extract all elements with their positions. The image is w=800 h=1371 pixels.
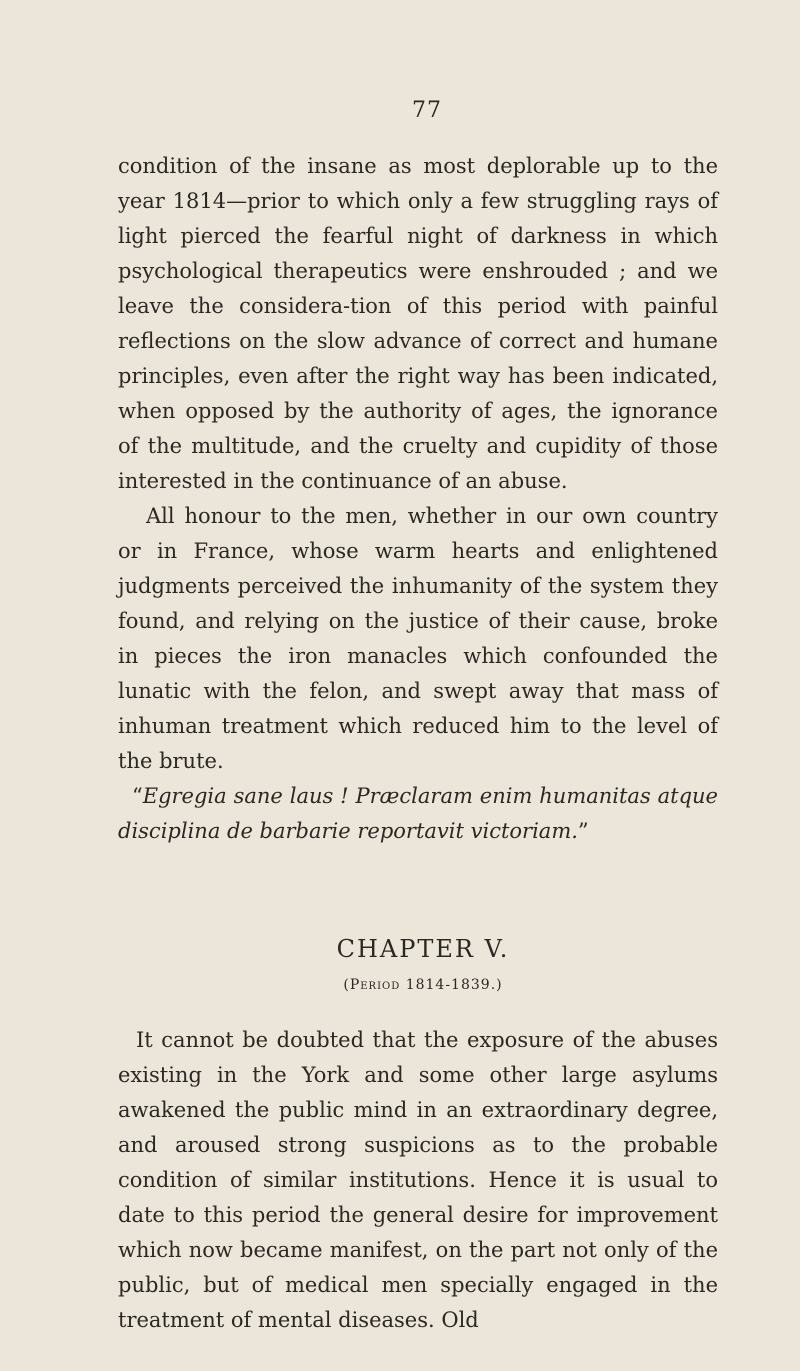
body-paragraph-2: All honour to the men, whether in our own country or in France, whose warm hearts and enlightened judgments perceived the inhumanity of the system they found, and relying on the justice of their cause, broke in pieces the iron manacles which confounded the lunatic with the felon, and swept away that mass of inhuman treatment which reduced him to the level of the brute.	[118, 504, 718, 773]
quote-close-mark: ”	[577, 819, 589, 843]
chapter-period: (Period 1814-1839.)	[343, 977, 503, 993]
latin-quote	[118, 779, 718, 849]
body-paragraph-1: condition of the insane as most deplorable up to the year 1814—prior to which only a few struggling rays of light pierced the fearful night of darkness in which psychological therapeutics were enshrouded ; and we leave the considera-tion of this period with painful reflections on the slow advance of correct and humane principles, even after the right way has been indicated, when opposed by the authority of ages, the ignorance of the multitude, and the cruelty and cupidity of those interested in the continuance of an abuse.	[118, 154, 718, 493]
page-number: 77	[412, 98, 442, 123]
chapter-heading: CHAPTER V.	[336, 935, 510, 963]
body-paragraph-3: It cannot be doubted that the exposure of the abuses existing in the York and some other large asylums awakened the public mind in an extraordinary degree, and aroused strong suspicions as to the probable condition of similar institutions. Hence it is usual to date to this period the general desire for improvement which now became manifest, on the part not only of the public, but of medical men specially engaged in the treatment of mental diseases. Old	[118, 1028, 718, 1332]
quote-open-mark: “	[132, 784, 143, 808]
quote-text: Egregia sane laus ! Præclaram enim humanitas atque disciplina de barbarie reportavit victoriam.	[118, 784, 718, 843]
